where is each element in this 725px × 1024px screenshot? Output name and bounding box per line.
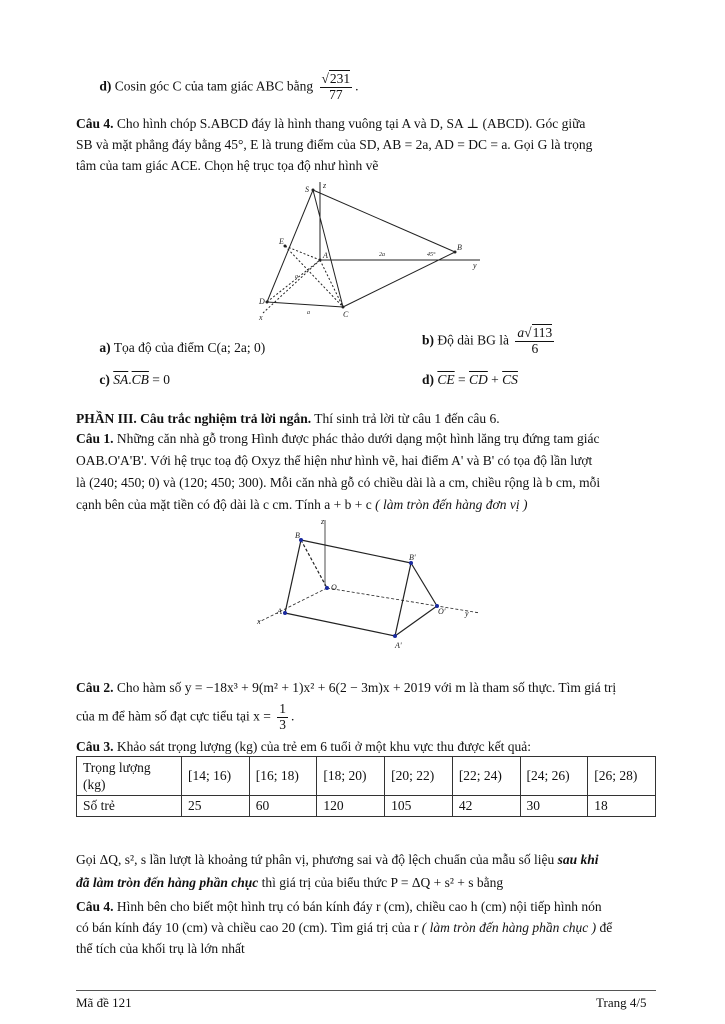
point-s-label: S	[305, 185, 309, 194]
point-b-label: B	[295, 531, 300, 540]
part-d-fraction: $\frac{√231}{77}$	[321, 71, 351, 102]
table-cell: [16; 18)	[249, 757, 317, 796]
axis-x-label: x	[259, 313, 263, 320]
table-cell: 42	[452, 796, 520, 817]
q4-answer-c: c) $\overline{SA}.\overline{CB} = 0$	[99, 372, 171, 387]
point-o-label: O	[331, 583, 337, 592]
table-header-label: Trọng lượng (kg)	[77, 757, 182, 796]
axis-z-label: z	[321, 518, 325, 526]
table-cell: 120	[317, 796, 385, 817]
q4-answer-b: b) Độ dài BG là $\frac{a√113}{6}$	[422, 325, 553, 356]
pyramid-figure	[255, 180, 485, 320]
point-bp-label: B'	[409, 553, 416, 562]
table-cell: 18	[588, 796, 656, 817]
q1-statement: Câu 1. Những căn nhà gỗ trong Hình được phác thảo dưới dạng một hình lăng trụ đứng tam giác OAB.O'A'B'. Với hệ trục toạ độ Oxyz thể hiện như hình vẽ, hai điểm A' và B' có tọa độ lần lượt là (240; 450; 0) và (120; 450; 300). Mỗi căn nhà gỗ có chiều dài là a cm, chiều rộng là b cm, mỗi cạnh bên của mặt tiền có độ dài là c cm. Tính a + b + c ( làm tròn đến hàng đơn vị )	[76, 431, 601, 512]
table-row	[77, 796, 656, 817]
point-b-label: B	[457, 243, 462, 252]
axis-y-label: y	[465, 609, 469, 618]
q3-intro: Câu 3. Khảo sát trọng lượng (kg) của trẻ em 6 tuổi ở một khu vực thu được kết quả:	[76, 739, 532, 754]
point-ap-label: A'	[395, 641, 402, 650]
table-cell: [22; 24)	[452, 757, 520, 796]
edge-a-label-2: a	[307, 310, 310, 316]
footer-code: Mã đề 121	[76, 995, 132, 1010]
point-c-label: C	[343, 310, 349, 319]
q4-answer-a: a) Tọa độ của điểm C(a; 2a; 0)	[99, 340, 266, 355]
point-a-label: A	[323, 251, 328, 260]
table-cell: [18; 20)	[317, 757, 385, 796]
point-d-label: D	[259, 297, 265, 306]
q4b-statement: Câu 4. Hình bên cho biết một hình trụ có bán kính đáy r (cm), chiều cao h (cm) nội tiếp hình nón có bán kính đáy 10 (cm) và chiều cao 20 (cm). Tìm giá trị của r ( làm tròn đến hàng phần chục ) để thể tích của khối trụ là lớn nhất	[76, 899, 613, 956]
table-cell: 25	[182, 796, 250, 817]
table-header-row	[77, 757, 656, 796]
table-row-label: Số trẻ	[77, 796, 182, 817]
table-cell: [24; 26)	[520, 757, 588, 796]
point-op-label: O'	[438, 607, 446, 616]
point-a-label: A	[277, 607, 282, 616]
weight-table	[76, 756, 656, 817]
q3-part-d: d) Cosin góc C của tam giác ABC bằng $\frac{√231}{77}$ .	[99, 71, 359, 102]
q4-statement: Câu 4. Cho hình chóp S.ABCD đáy là hình thang vuông tại A và D, SA ⊥ (ABCD). Góc giữa SB và mặt phẳng đáy bằng 45°, E là trung điểm của SD, AB = 2a, AD = DC = a. Gọi G là trọng tâm của tam giác ACE. Chọn hệ trục tọa độ như hình vẽ	[76, 116, 593, 173]
table-cell: 105	[385, 796, 453, 817]
table-cell: [26; 28)	[588, 757, 656, 796]
table-cell: [20; 22)	[385, 757, 453, 796]
table-cell: [14; 16)	[182, 757, 250, 796]
footer-divider	[76, 990, 656, 991]
q4-answer-d: d) $\overline{CE} = \overline{CD} + \overline{CS}$	[422, 372, 518, 387]
part-d-label: d)	[99, 78, 112, 94]
q2-statement: Câu 2. Cho hàm số y = −18x³ + 9(m² + 1)x² + 6(2 − 3m)x + 2019 với m là tham số thực. Tìm giá trị của m để hàm số đạt cực tiểu tại x = $\frac{1}{3}$ .	[76, 680, 617, 732]
axis-y-label: y	[473, 261, 477, 270]
q4-label: Câu 4.	[76, 116, 114, 131]
axis-z-label: z	[323, 181, 327, 190]
table-cell: 30	[520, 796, 588, 817]
prism-figure	[255, 518, 480, 650]
part3-heading: PHẦN III. Câu trắc nghiệm trả lời ngắn. Thí sinh trả lời từ câu 1 đến câu 6.	[76, 411, 500, 426]
axis-x-label: x	[257, 617, 261, 626]
point-e-label: E	[279, 237, 284, 246]
q3-question: Gọi ΔQ, s², s lần lượt là khoảng tứ phân vị, phương sai và độ lệch chuẩn của mẫu số liệu sau khi đã làm tròn đến hàng phần chục thì giá trị của biểu thức P = ΔQ + s² + s bằng	[76, 852, 599, 890]
footer-page: Trang 4/5	[596, 995, 647, 1010]
part-d-text: Cosin góc C của tam giác ABC bằng	[114, 78, 314, 94]
table-cell: 60	[249, 796, 317, 817]
edge-a-label-1: a	[295, 274, 298, 280]
edge-2a-label: 2a	[379, 252, 385, 258]
angle-45-label: 45°	[427, 252, 436, 258]
